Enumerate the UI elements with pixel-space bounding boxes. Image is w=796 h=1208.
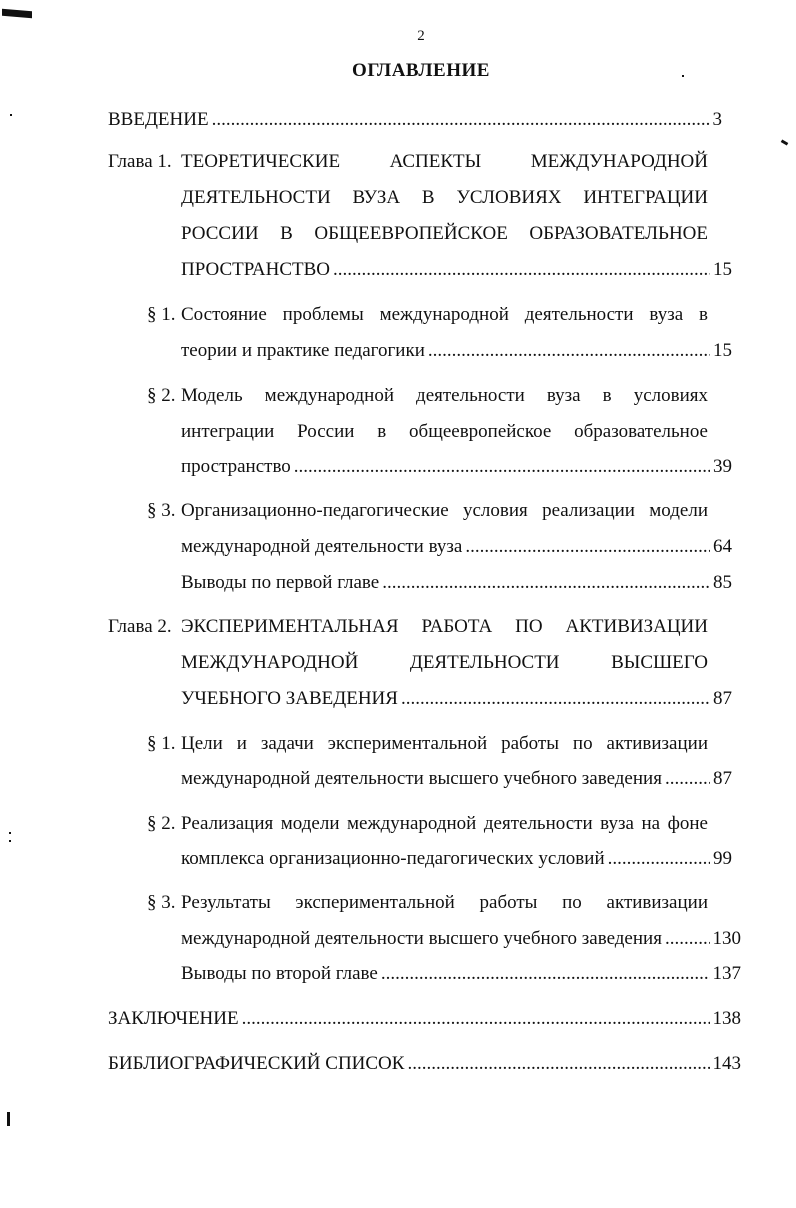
toc-title: ОГЛАВЛЕНИЕ [352, 60, 490, 81]
entry-page: 130 [712, 928, 741, 949]
section-2-3-line-1: Результаты экспериментальной работы по активизации [181, 892, 708, 913]
section-1-3-last [181, 535, 732, 559]
section-2-1-label: § 1. [147, 733, 176, 754]
entry-page: 138 [712, 1008, 741, 1029]
chapter-2-title-line-1: ЭКСПЕРИМЕНТАЛЬНАЯ РАБОТА ПО АКТИВИЗАЦИИ [181, 616, 708, 637]
chapter-2-title-line-2: МЕЖДУНАРОДНОЙ ДЕЯТЕЛЬНОСТИ ВЫСШЕГО [181, 652, 708, 673]
chapter-1-label: Глава 1. [108, 151, 172, 172]
toc-entry-bibliography [108, 1052, 741, 1076]
section-1-2-last [181, 455, 732, 479]
section-1-1-label: § 1. [147, 304, 176, 325]
entry-text: Выводы по первой главе [181, 572, 380, 593]
chapter-2-conclusions [181, 962, 741, 986]
entry-text: ВВЕДЕНИЕ [108, 109, 209, 130]
section-1-2-line-1: Модель международной деятельности вуза в условиях [181, 385, 708, 406]
chapter-1-title-last [181, 258, 732, 282]
toc-entry-introduction [108, 108, 722, 132]
word: ТЕОРЕТИЧЕСКИЕ [181, 151, 341, 172]
word: МЕЖДУНАРОДНОЙ [530, 151, 708, 172]
section-2-1-last [181, 767, 732, 791]
chapter-1-title-line-3: РОССИИ В ОБЩЕЕВРОПЕЙСКОЕ ОБРАЗОВАТЕЛЬНОЕ [181, 223, 708, 244]
entry-page: 99 [713, 848, 732, 869]
section-1-3-line-1: Организационно-педагогические условия реализации модели [181, 500, 708, 521]
section-2-1-line-1: Цели и задачи экспериментальной работы по активизации [181, 733, 708, 754]
entry-text: теории и практике педагогики [181, 340, 425, 361]
section-1-1-line-1: Состояние проблемы международной деятельности вуза в [181, 304, 708, 325]
section-1-2-label: § 2. [147, 385, 176, 406]
scan-dot-3 [9, 840, 11, 842]
chapter-2-title-last [181, 687, 732, 711]
entry-page: 39 [713, 456, 732, 477]
section-2-2-label: § 2. [147, 813, 176, 834]
chapter-1-conclusions [181, 571, 732, 595]
toc-entry-conclusion [108, 1007, 741, 1031]
word: АСПЕКТЫ [389, 151, 482, 172]
chapter-2-label: Глава 2. [108, 616, 172, 637]
scan-mark-top-left [2, 9, 32, 19]
scan-dot-2 [9, 832, 11, 834]
entry-text: Выводы по второй главе [181, 963, 378, 984]
entry-page: 143 [712, 1053, 741, 1074]
chapter-1-title-line-2: ДЕЯТЕЛЬНОСТИ ВУЗА В УСЛОВИЯХ ИНТЕГРАЦИИ [181, 187, 708, 208]
section-1-1-last [181, 339, 732, 363]
entry-text: пространство [181, 456, 291, 477]
entry-text: ЗАКЛЮЧЕНИЕ [108, 1008, 239, 1029]
section-1-2-line-2: интеграции России в общеевропейское образовательное [181, 421, 708, 442]
entry-text: комплекса организационно-педагогических условий [181, 848, 605, 869]
entry-text: УЧЕБНОГО ЗАВЕДЕНИЯ [181, 688, 398, 709]
entry-text: ПРОСТРАНСТВО [181, 259, 331, 280]
scan-mark-right [781, 139, 789, 145]
scan-mark-bottom-left [7, 1112, 10, 1126]
section-2-2-last [181, 847, 732, 871]
entry-page: 85 [713, 572, 732, 593]
entry-text: БИБЛИОГРАФИЧЕСКИЙ СПИСОК [108, 1053, 405, 1074]
entry-page: 3 [712, 109, 722, 130]
entry-page: 137 [712, 963, 741, 984]
entry-page: 64 [713, 536, 732, 557]
entry-page: 87 [713, 768, 732, 789]
scan-dot-1 [10, 114, 12, 116]
entry-text: международной деятельности высшего учебного заведения [181, 928, 662, 949]
entry-page: 15 [713, 259, 732, 280]
chapter-1-title-line-1 [181, 150, 708, 174]
entry-text: международной деятельности вуза [181, 536, 463, 557]
section-1-3-label: § 3. [147, 500, 176, 521]
entry-text: международной деятельности высшего учебного заведения [181, 768, 662, 789]
entry-page: 15 [713, 340, 732, 361]
section-2-3-last [181, 927, 741, 951]
entry-page: 87 [713, 688, 732, 709]
section-2-2-line-1: Реализация модели международной деятельности вуза на фоне [181, 813, 708, 834]
section-2-3-label: § 3. [147, 892, 176, 913]
page-number: 2 [417, 28, 425, 44]
